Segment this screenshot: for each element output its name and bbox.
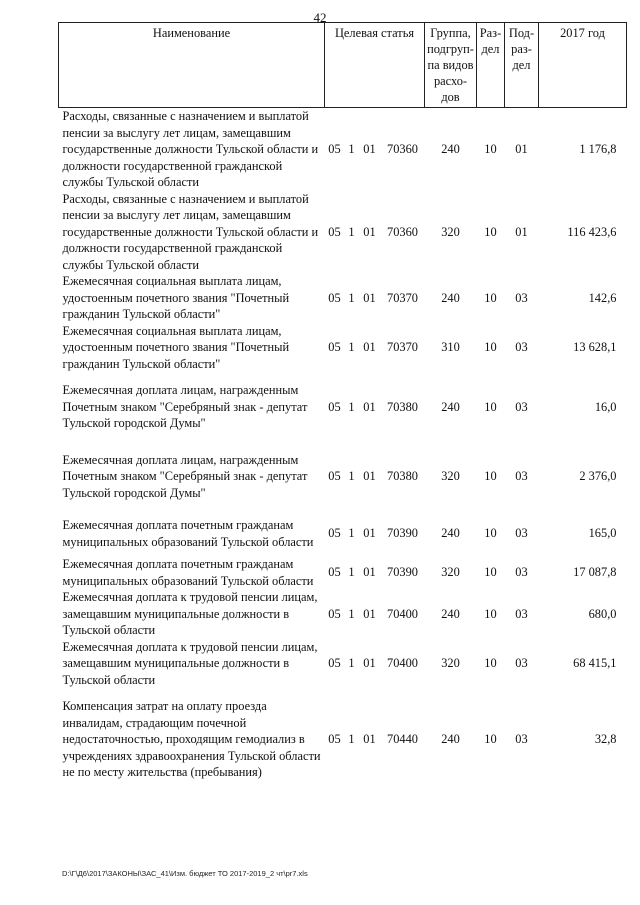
row-group: 240 bbox=[441, 606, 460, 621]
row-code-1: 05 bbox=[328, 142, 341, 156]
row-amount: 1 176,8 bbox=[579, 142, 617, 156]
table-row bbox=[59, 442, 627, 512]
row-code-4: 70360 bbox=[387, 142, 418, 156]
row-code-3: 01 bbox=[363, 399, 376, 414]
row-subsection: 03 bbox=[515, 526, 528, 541]
row-group: 310 bbox=[441, 340, 460, 354]
row-section: 10 bbox=[484, 656, 497, 670]
row-name: Компенсация затрат на оплату проезда инвалидам, страдающим почечной недостаточностью, проходящим гемодиализ в учреждениях здравоохранения Тульской области не по месту жительства (пребывания) bbox=[62, 699, 321, 779]
row-code-2: 1 bbox=[348, 656, 355, 670]
row-name: Ежемесячная социальная выплата лицам, удостоенным почетного звания "Почетный гражданин Тульской области" bbox=[62, 323, 290, 371]
row-code-4: 70390 bbox=[387, 526, 418, 541]
table-row bbox=[59, 688, 627, 791]
row-name: Ежемесячная доплата к трудовой пенсии лицам, замещавшим муниципальные должности в Тульской области bbox=[62, 590, 318, 637]
table-row bbox=[59, 108, 627, 191]
row-section: 10 bbox=[484, 142, 497, 156]
row-code-1: 05 bbox=[328, 732, 341, 746]
row-section: 10 bbox=[484, 469, 497, 483]
row-code-1: 05 bbox=[328, 565, 341, 580]
row-subsection: 03 bbox=[515, 565, 528, 580]
row-code-1: 05 bbox=[328, 656, 341, 670]
row-group: 240 bbox=[441, 290, 460, 305]
row-code-3: 01 bbox=[363, 732, 376, 746]
file-path-footer: D:\Г\Д6\2017\ЗАКОНЫ\ЗАС_41\Изм. бюджет ТО 2017-2019_2 чт\pr7.xls bbox=[62, 869, 308, 878]
row-code-3: 01 bbox=[363, 656, 376, 670]
row-code-2: 1 bbox=[348, 142, 355, 156]
row-amount: 16,0 bbox=[594, 399, 617, 414]
row-amount: 116 423,6 bbox=[567, 224, 617, 239]
row-amount: 13 628,1 bbox=[573, 340, 617, 354]
table-body bbox=[59, 108, 627, 791]
row-subsection: 03 bbox=[515, 340, 528, 354]
header-subsection: Под- раз- дел bbox=[505, 23, 539, 108]
row-section: 10 bbox=[484, 224, 497, 239]
row-amount: 165,0 bbox=[588, 526, 617, 541]
row-group: 320 bbox=[441, 565, 460, 580]
row-group: 240 bbox=[441, 142, 460, 156]
row-amount: 68 415,1 bbox=[573, 656, 617, 670]
budget-table bbox=[58, 22, 627, 791]
row-name: Ежемесячная доплата к трудовой пенсии лицам, замещавшим муниципальные должности в Тульской области bbox=[62, 639, 318, 687]
row-code-4: 70370 bbox=[387, 290, 418, 305]
row-name: Ежемесячная доплата почетным гражданам муниципальных образований Тульской области bbox=[62, 557, 314, 588]
row-name: Ежемесячная доплата лицам, награжденным Почетным знаком "Серебряный знак - депутат Тульской городской Думы" bbox=[62, 383, 308, 430]
table-row bbox=[59, 556, 627, 589]
row-amount: 2 376,0 bbox=[579, 469, 617, 483]
row-group: 240 bbox=[441, 399, 460, 414]
row-code-2: 1 bbox=[348, 606, 355, 621]
row-code-3: 01 bbox=[363, 290, 376, 305]
table-row bbox=[59, 589, 627, 639]
row-section: 10 bbox=[484, 732, 497, 746]
row-amount: 17 087,8 bbox=[573, 565, 617, 580]
row-code-4: 70380 bbox=[387, 469, 418, 483]
row-name: Ежемесячная доплата почетным гражданам муниципальных образований Тульской области bbox=[62, 518, 314, 549]
row-code-3: 01 bbox=[363, 340, 376, 354]
page-number: 42 bbox=[313, 10, 327, 25]
row-code-4: 70390 bbox=[387, 565, 418, 580]
row-code-4: 70400 bbox=[387, 606, 418, 621]
row-code-2: 1 bbox=[348, 224, 355, 239]
row-section: 10 bbox=[484, 340, 497, 354]
row-section: 10 bbox=[484, 290, 497, 305]
row-amount: 32,8 bbox=[594, 732, 617, 746]
row-amount: 680,0 bbox=[588, 606, 617, 621]
row-subsection: 03 bbox=[515, 469, 528, 483]
row-group: 320 bbox=[441, 469, 460, 483]
table-row bbox=[59, 372, 627, 442]
row-name: Ежемесячная социальная выплата лицам, удостоенным почетного звания "Почетный гражданин Тульской области" bbox=[62, 274, 290, 321]
row-code-2: 1 bbox=[348, 290, 355, 305]
row-code-3: 01 bbox=[363, 224, 376, 239]
row-subsection: 01 bbox=[515, 224, 528, 239]
row-subsection: 03 bbox=[515, 606, 528, 621]
header-target-article: Целевая статья bbox=[325, 23, 425, 108]
row-name: Ежемесячная доплата лицам, награжденным Почетным знаком "Серебряный знак - депутат Тульской городской Думы" bbox=[62, 452, 308, 500]
row-code-2: 1 bbox=[348, 732, 355, 746]
row-code-4: 70360 bbox=[387, 224, 418, 239]
table-row bbox=[59, 191, 627, 274]
row-code-1: 05 bbox=[328, 606, 341, 621]
table-row bbox=[59, 639, 627, 689]
table-header-row bbox=[59, 23, 627, 108]
table-row bbox=[59, 511, 627, 556]
row-code-1: 05 bbox=[328, 340, 341, 354]
row-section: 10 bbox=[484, 565, 497, 580]
row-amount: 142,6 bbox=[588, 290, 617, 305]
row-name: Расходы, связанные с назначением и выплатой пенсии за выслугу лет лицам, замещавшим государственные должности Тульской области и должности государственной гражданской службы Тульской области bbox=[62, 191, 319, 272]
row-code-4: 70400 bbox=[387, 656, 418, 670]
header-year: 2017 год bbox=[539, 23, 627, 108]
row-subsection: 03 bbox=[515, 732, 528, 746]
row-group: 320 bbox=[441, 656, 460, 670]
row-code-3: 01 bbox=[363, 565, 376, 580]
row-code-2: 1 bbox=[348, 399, 355, 414]
header-name: Наименование bbox=[59, 23, 325, 108]
row-code-2: 1 bbox=[348, 526, 355, 541]
row-code-1: 05 bbox=[328, 224, 341, 239]
row-code-4: 70380 bbox=[387, 399, 418, 414]
row-code-4: 70370 bbox=[387, 340, 418, 354]
row-subsection: 03 bbox=[515, 290, 528, 305]
row-group: 240 bbox=[441, 732, 460, 746]
row-code-4: 70440 bbox=[387, 732, 418, 746]
row-group: 320 bbox=[441, 224, 460, 239]
row-section: 10 bbox=[484, 606, 497, 621]
header-section: Раз- дел bbox=[477, 23, 505, 108]
row-section: 10 bbox=[484, 399, 497, 414]
table-row bbox=[59, 323, 627, 373]
row-subsection: 01 bbox=[515, 142, 528, 156]
row-name: Расходы, связанные с назначением и выплатой пенсии за выслугу лет лицам, замещавшим государственные должности Тульской области и должности государственной гражданской службы Тульской области bbox=[62, 109, 319, 189]
table-row bbox=[59, 273, 627, 323]
row-code-3: 01 bbox=[363, 142, 376, 156]
header-group: Группа, подгруп- па видов расхо- дов bbox=[425, 23, 477, 108]
row-group: 240 bbox=[441, 526, 460, 541]
row-code-1: 05 bbox=[328, 399, 341, 414]
row-code-1: 05 bbox=[328, 526, 341, 541]
row-code-2: 1 bbox=[348, 340, 355, 354]
row-subsection: 03 bbox=[515, 399, 528, 414]
row-code-2: 1 bbox=[348, 469, 355, 483]
row-subsection: 03 bbox=[515, 656, 528, 670]
row-code-3: 01 bbox=[363, 526, 376, 541]
row-code-1: 05 bbox=[328, 290, 341, 305]
row-code-1: 05 bbox=[328, 469, 341, 483]
row-code-3: 01 bbox=[363, 469, 376, 483]
row-code-3: 01 bbox=[363, 606, 376, 621]
row-section: 10 bbox=[484, 526, 497, 541]
row-code-2: 1 bbox=[348, 565, 355, 580]
